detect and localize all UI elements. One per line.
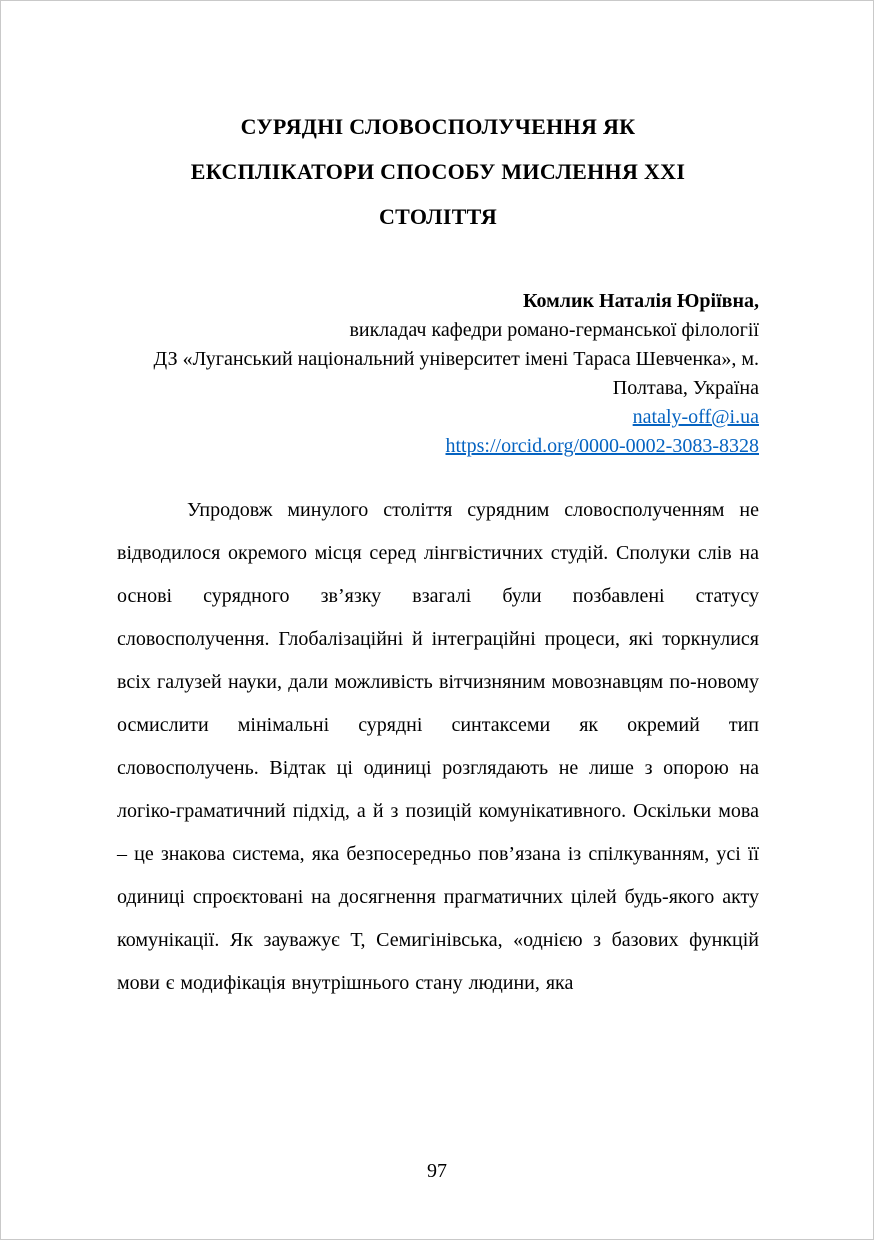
title-line-1: СУРЯДНІ СЛОВОСПОЛУЧЕННЯ ЯК bbox=[240, 114, 636, 139]
page-content bbox=[1, 1, 873, 1005]
page-number: 97 bbox=[427, 1160, 447, 1182]
title-line-3: СТОЛІТТЯ bbox=[378, 204, 498, 229]
body-paragraph: Упродовж минулого століття сурядним словосполученням не відводилося окремого місця серед лінгвістичних студій. Сполуки слів на основі сурядного зв’язку взагалі були позбавлені статусу словосполучення. Глобалізаційні й інтеграційні процеси, які торкнулися всіх галузей науки, дали можливість вітчизняним мовознавцям по-новому осмислити мінімальні сурядні синтаксеми як окремий тип словосполучень. Відтак ці одиниці розглядають не лише з опорою на логіко-граматичний підхід, а й з позицій комунікативного. Оскільки мова – це знакова система, яка безпосередньо пов’язана із спілкуванням, усі її одиниці спроєктовані на досягнення прагматичних цілей будь-якого акту комунікації. Як зауважує Т, Семигінівська, «однією з базових функцій мови є модифікація внутрішнього стану людини, яка bbox=[117, 499, 759, 994]
author-orcid-row bbox=[117, 432, 759, 461]
email-link[interactable]: nataly-off@i.ua bbox=[632, 406, 759, 428]
author-email-row bbox=[117, 403, 759, 432]
author-position: викладач кафедри романо-германської філології bbox=[349, 319, 759, 341]
author-institution: ДЗ «Луганський національний університет імені Тараса Шевченка», м. Полтава, Україна bbox=[153, 348, 759, 399]
title-line-2: ЕКСПЛІКАТОРИ СПОСОБУ МИСЛЕННЯ ХХІ bbox=[190, 159, 686, 184]
orcid-link[interactable]: https://orcid.org/0000-0002-3083-8328 bbox=[445, 435, 759, 457]
author-name: Комлик Наталія Юріївна, bbox=[523, 290, 759, 312]
author-block bbox=[117, 287, 759, 461]
paper-title bbox=[117, 104, 759, 239]
